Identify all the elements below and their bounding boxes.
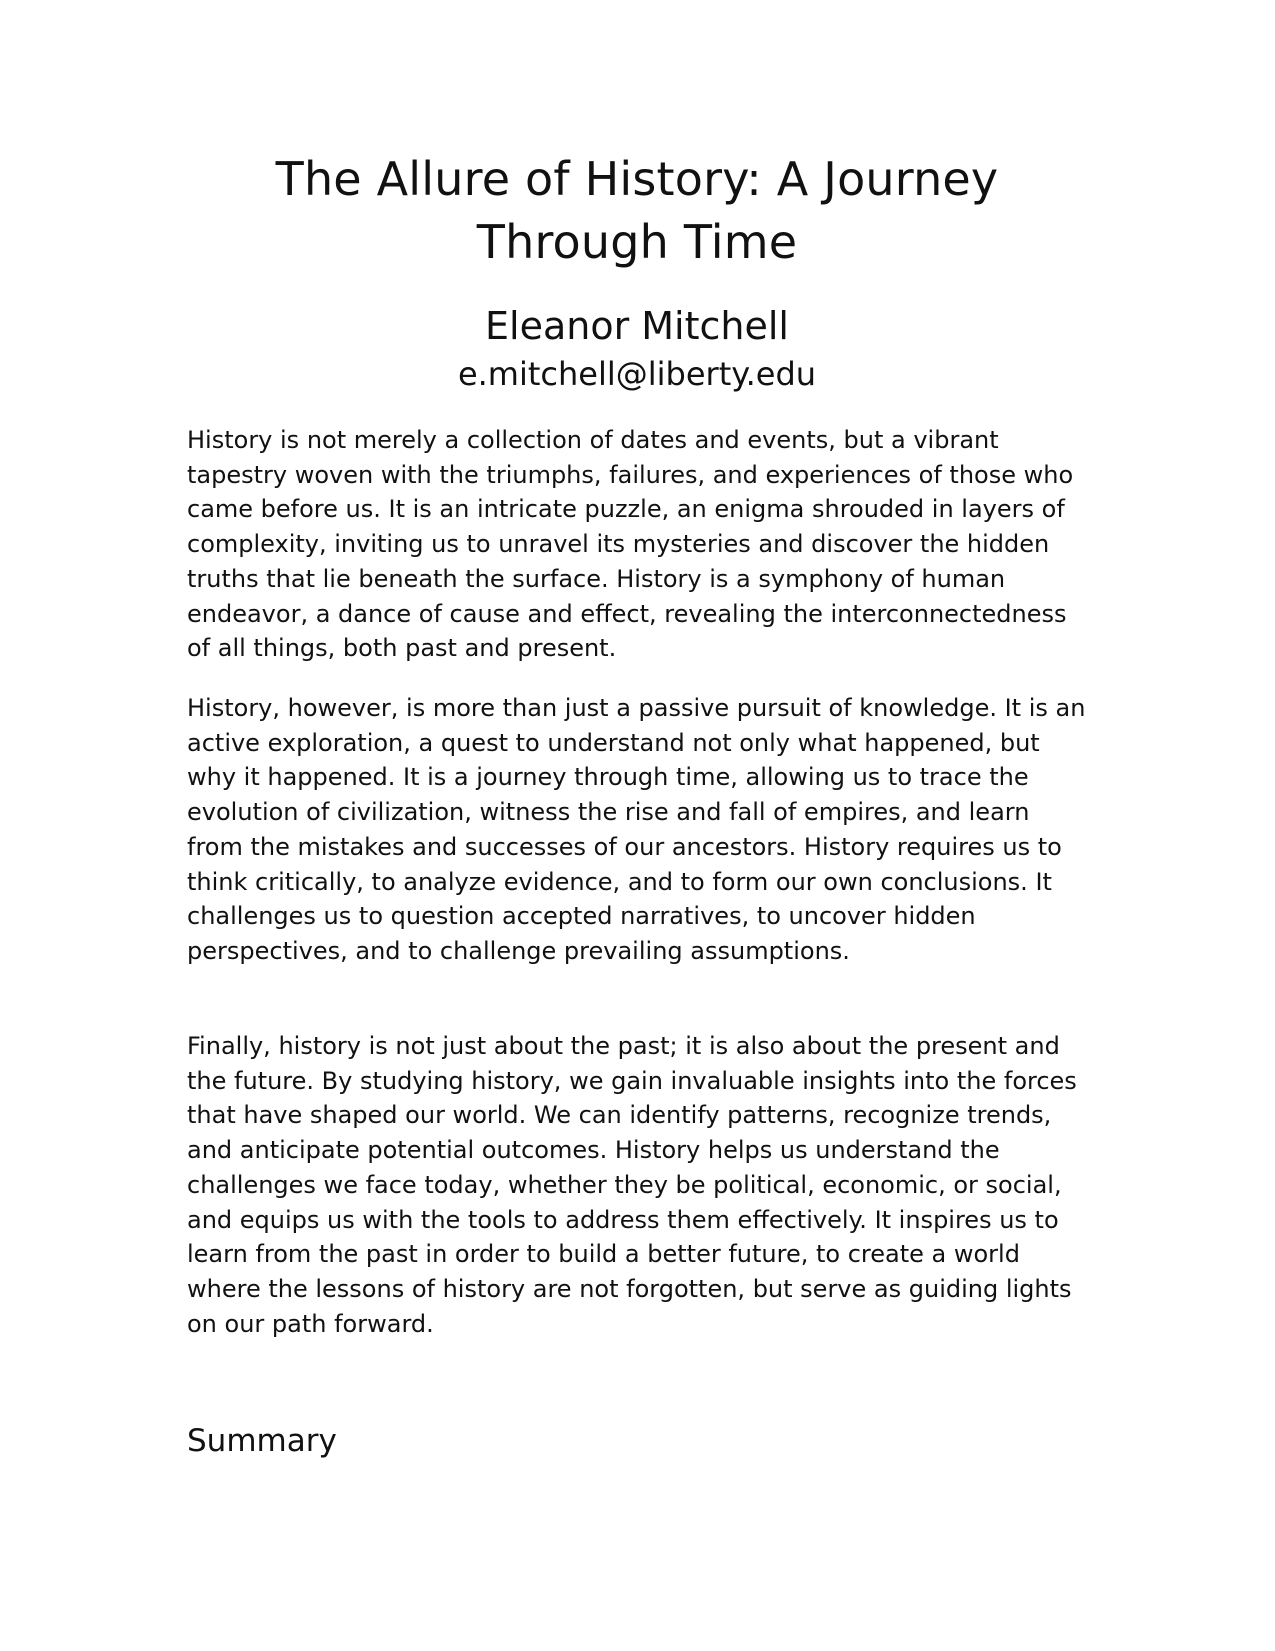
- author-email: e.mitchell@liberty.edu: [457, 355, 817, 393]
- document-title: The Allure of History: A Journey Through Time: [275, 152, 999, 269]
- author-name: Eleanor Mitchell: [485, 304, 789, 348]
- paragraph-3: Finally, history is not just about the past; it is also about the present and the future. By studying history, we gain invaluable insights into the forces that have shaped our world. We can identify patterns, recognize trends, and anticipate potential outcomes. History helps us understand the challenges we face today, whether they be political, economic, or social, and equips us with the tools to address them effectively. It inspires us to learn from the past in order to build a better future, to create a world where the lessons of history are not forgotten, but serve as guiding lights on our path forward.: [187, 1032, 1077, 1338]
- paragraph-1: History is not merely a collection of dates and events, but a vibrant tapestry woven with the triumphs, failures, and experiences of those who came before us. It is an intricate puzzle, an enigma shrouded in layers of complexity, inviting us to unravel its mysteries and discover the hidden truths that lie beneath the surface. History is a symphony of human endeavor, a dance of cause and effect, revealing the interconnectedness of all things, both past and present.: [187, 426, 1074, 663]
- paragraph-2: History, however, is more than just a passive pursuit of knowledge. It is an active exploration, a quest to understand not only what happened, but why it happened. It is a journey through time, allowing us to trace the evolution of civilization, witness the rise and fall of empires, and learn from the mistakes and successes of our ancestors. History requires us to think critically, to analyze evidence, and to form our own conclusions. It challenges us to question accepted narratives, to uncover hidden perspectives, and to challenge prevailing assumptions.: [187, 694, 1086, 965]
- summary-heading: Summary: [187, 1423, 337, 1459]
